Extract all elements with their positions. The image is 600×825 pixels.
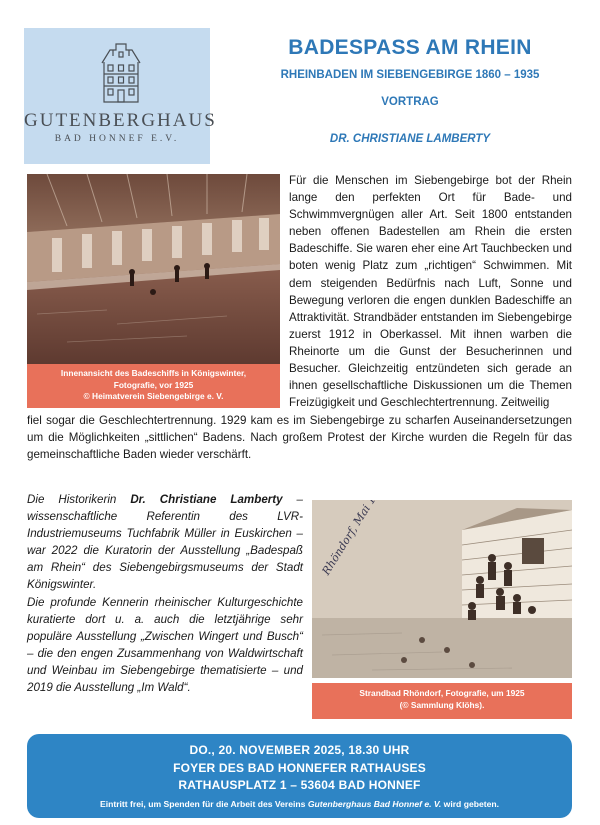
speaker-bio (27, 491, 303, 696)
bio-prefix: Die Historikerin (27, 493, 131, 506)
intro-paragraph: Für die Menschen im Siebengebirge bot der Rhein lange den perfekten Ort für Bade- und Schwimmvergnügen aller Art. Seit 1800 entstanden neben offenen Badestellen am Rhein die ersten Badeschiffe. Sie waren eher eine Art Tauchbecken und boten wenig Platz zum „richtigen“ Schwimmen. Mit dem steigenden Bedürfnis nach Luft, Sonne und Bewegung verloren die engen dunklen Badeschiffe an Attraktivität. Strandbäder entstanden im Siebengebirge zuerst 1912 in Oberkassel. Mit ihnen warben die Rheinorte um die Gunst der Besucherinnen und Besucher. Gleichzeitig entzündeten sich gerade an ihnen gesellschaftliche Diskussionen um die Themen Freizügigkeit und Geschlechtertrennung. Zeitweilig (289, 174, 572, 410)
photo2-caption-line: Strandbad Rhöndorf, Fotografie, um 1925 (359, 688, 525, 698)
event-date-time: DO., 20. NOVEMBER 2025, 18.30 UHR (189, 743, 410, 757)
photo1-caption-line: Innenansicht des Badeschiffs in Königswinter, (60, 368, 247, 378)
bio-text: – wissenschaftliche Referentin des LVR-Industriemuseums Tuchfabrik Müller in Euskirchen – war 2022 die Kuratorin der Ausstellung „Badespaß am Rhein“ des Siebengebirgsmuseums der Stadt Königswinter. (27, 493, 304, 592)
event-venue: FOYER DES BAD HONNEFER RATHAUSES (173, 761, 426, 775)
photo1-caption-line: © Heimatverein Siebengebirge e. V. (83, 391, 224, 401)
logo (24, 28, 217, 164)
admission-note-org: Gutenberghaus Bad Honnef e. V. (307, 799, 442, 809)
bio-speaker-name: Dr. Christiane Lamberty (130, 493, 283, 506)
page-subtitle: RHEINBADEN IM SIEBENGEBIRGE 1860 – 1935 (280, 69, 540, 81)
admission-note (27, 799, 572, 809)
logo-name: GUTENBERGHAUS (24, 110, 217, 131)
bio-text: Die profunde Kennerin rheinischer Kulturgeschichte kuratierte dort u. a. auch die letztjährige sehr populäre Ausstellung „Zwischen Wingert und Busch“ – die den engen Zusammenhang von Waldwirtschaft und Weinbau im Siebengebirge thematisierte – und 2019 die Ausstellung „Im Wald“. (27, 595, 303, 695)
logo-subline: BAD HONNEF E.V. (54, 134, 180, 144)
house-icon (100, 42, 142, 104)
page-title: BADESPASS AM RHEIN (288, 36, 532, 59)
event-type: VORTRAG (381, 96, 439, 108)
strandbad-photo (312, 500, 572, 678)
admission-note-text: wird gebeten. (441, 799, 500, 809)
photo2-caption-line: (© Sammlung Klöhs). (399, 699, 485, 710)
speaker-name: DR. CHRISTIANE LAMBERTY (329, 133, 491, 145)
photo1-caption-line: Fotografie, vor 1925 (113, 379, 194, 390)
event-address: RATHAUSPLATZ 1 – 53604 BAD HONNEF (178, 778, 421, 792)
intro-paragraph-continued: fiel sogar die Geschlechtertrennung. 1929 kam es im Siebengebirge zu scharfen Auseinandersetzungen um die Möglichkeiten „sittlichen“ Badens. Nach großem Protest der Kirche wurden die Regeln für das gemeinschaftliche Baden wieder verschärft. (27, 414, 572, 462)
photo1-caption (27, 364, 280, 408)
badeschiff-photo (27, 174, 280, 364)
event-info-box (27, 734, 572, 818)
photo2-caption (312, 683, 572, 719)
admission-note-text: Eintritt frei, um Spenden für die Arbeit des Vereins (99, 799, 308, 809)
